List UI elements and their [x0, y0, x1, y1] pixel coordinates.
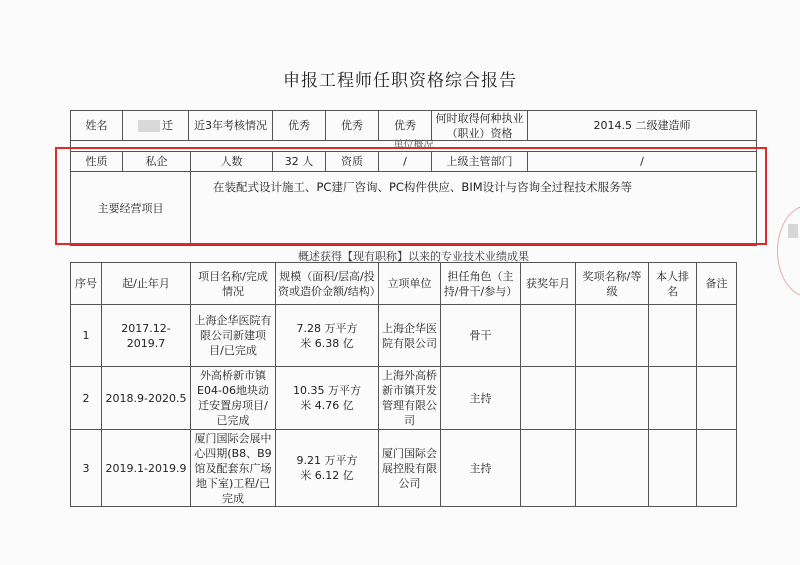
license-value: 2014.5 二级建造师: [528, 110, 757, 141]
row-unit: 上海外高桥新市镇开发管理有限公司: [379, 367, 441, 430]
row-scale: 9.21 万平方米 6.12 亿: [276, 430, 379, 507]
row-award-date: [521, 305, 576, 367]
nature-label: 性质: [70, 152, 123, 172]
row-unit: 上海企华医院有限公司: [379, 305, 441, 367]
row-remark: [697, 430, 737, 507]
header-award-name: 奖项名称/等级: [576, 262, 649, 305]
row-award-date: [521, 367, 576, 430]
name-label: 姓名: [70, 110, 123, 141]
exam-year-1: 优秀: [273, 110, 326, 141]
name-value: 迁: [162, 119, 173, 132]
dept-value: /: [528, 152, 757, 172]
row-period: 2019.1-2019.9: [102, 430, 191, 507]
row-scale: 10.35 万平方米 4.76 亿: [276, 367, 379, 430]
seal-stamp: [777, 205, 800, 297]
row-project: 外高桥新市镇E04-06地块动迁安置房项目/已完成: [191, 367, 276, 430]
exam-year-2: 优秀: [326, 110, 379, 141]
row-scale: 7.28 万平方米 6.38 亿: [276, 305, 379, 367]
header-rank: 本人排名: [649, 262, 697, 305]
people-value: 32 人: [273, 152, 326, 172]
qual-value: /: [379, 152, 432, 172]
header-no: 序号: [70, 262, 102, 305]
header-remark: 备注: [697, 262, 737, 305]
header-unit: 立项单位: [379, 262, 441, 305]
row-role: 骨干: [441, 305, 521, 367]
exam-year-3: 优秀: [379, 110, 432, 141]
row-award-name: [576, 430, 649, 507]
row-unit: 厦门国际会展控股有限公司: [379, 430, 441, 507]
dept-label: 上级主管部门: [432, 152, 528, 172]
row-project: 厦门国际会展中心四期(B8、B9馆及配套东广场地下室)工程/已完成: [191, 430, 276, 507]
business-label: 主要经营项目: [70, 172, 191, 246]
achievements-caption: 概述获得【现有职称】以来的专业技术业绩成果: [298, 250, 529, 263]
row-rank: [649, 367, 697, 430]
redacted-name: [138, 120, 160, 132]
row-remark: [697, 367, 737, 430]
redacted-seal-text: [788, 224, 798, 238]
header-scale: 规模（面积/层高/投资或造价金额/结构）: [276, 262, 379, 305]
row-role: 主持: [441, 367, 521, 430]
report-title: 申报工程师任职资格综合报告: [283, 71, 517, 91]
people-label: 人数: [191, 152, 273, 172]
header-project: 项目名称/完成情况: [191, 262, 276, 305]
row-no: 2: [70, 367, 102, 430]
row-role: 主持: [441, 430, 521, 507]
row-award-date: [521, 430, 576, 507]
row-rank: [649, 430, 697, 507]
row-award-name: [576, 367, 649, 430]
highlight-box: [55, 147, 767, 245]
header-role: 担任角色（主持/骨干/参与）: [441, 262, 521, 305]
row-remark: [697, 305, 737, 367]
row-no: 1: [70, 305, 102, 367]
row-rank: [649, 305, 697, 367]
row-award-name: [576, 305, 649, 367]
row-period: 2018.9-2020.5: [102, 367, 191, 430]
row-no: 3: [70, 430, 102, 507]
unit-section-header: 单位概况: [70, 141, 757, 152]
qual-label: 资质: [326, 152, 379, 172]
row-period: 2017.12-2019.7: [102, 305, 191, 367]
name-value-cell: [123, 110, 189, 141]
nature-value: 私企: [123, 152, 191, 172]
header-award-date: 获奖年月: [521, 262, 576, 305]
business-value: 在装配式设计施工、PC建厂咨询、PC构件供应、BIM设计与咨询全过程技术服务等: [191, 172, 757, 246]
header-period: 起/止年月: [102, 262, 191, 305]
row-project: 上海企华医院有限公司新建项目/已完成: [191, 305, 276, 367]
license-label: 何时取得何种执业（职业）资格: [432, 110, 528, 141]
exam-label: 近3年考核情况: [189, 110, 273, 141]
